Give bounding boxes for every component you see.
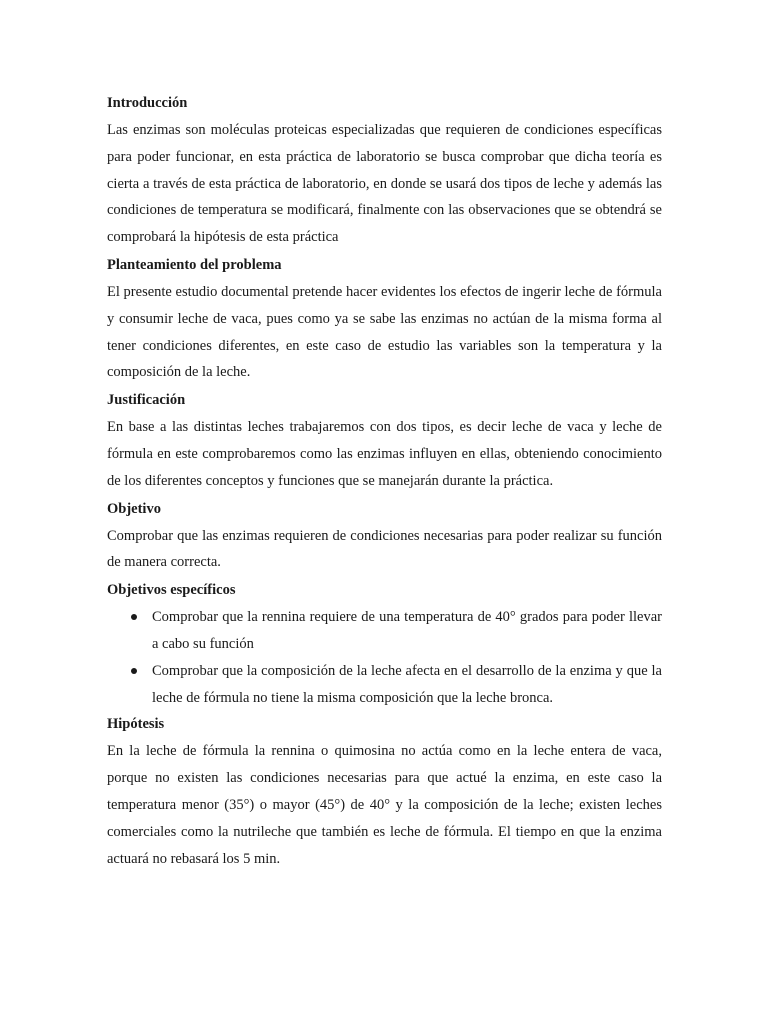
paragraph-objetivo: Comprobar que las enzimas requieren de condiciones necesarias para poder realizar su función de manera correcta. (107, 527, 662, 571)
bullet-icon (131, 668, 137, 674)
section-planteamiento (107, 252, 662, 386)
heading-objetivos-especificos: Objetivos específicos (107, 582, 236, 599)
objetivos-especificos-list (107, 604, 662, 711)
section-introduccion (107, 90, 662, 251)
section-objetivo (107, 496, 662, 577)
paragraph-hipotesis: En la leche de fórmula la rennina o quimosina no actúa como en la leche entera de vaca, porque no existen las condiciones necesarias para que actué la enzima, en este caso la temperatura menor (35°) o mayor (45°) de 40° y la composición de la leche; existen leches comerciales como la nutrileche que también es leche de fórmula. El tiempo en que la enzima actuará no rebasará los 5 min. (107, 743, 662, 867)
list-item-text: Comprobar que la composición de la leche afecta en el desarrollo de la enzima y que la leche de fórmula no tiene la misma composición que la leche bronca. (152, 662, 662, 706)
list-item-text: Comprobar que la rennina requiere de una temperatura de 40° grados para poder llevar a cabo su función (152, 609, 662, 652)
paragraph-planteamiento: El presente estudio documental pretende hacer evidentes los efectos de ingerir leche de fórmula y consumir leche de vaca, pues como ya se sabe las enzimas no actúan de la misma forma al tener condiciones diferentes, en este caso de estudio las variables son la temperatura y la composición de la leche. (107, 283, 662, 381)
paragraph-introduccion: Las enzimas son moléculas proteicas especializadas que requieren de condiciones específicas para poder funcionar, en esta práctica de laboratorio se busca comprobar que dicha teoría es cierta a través de esta práctica de laboratorio, en donde se usará dos tipos de leche y además las condiciones de temperatura se modificará, finalmente con las observaciones que se obtendrá se comprobará la hipótesis de esta práctica (107, 122, 662, 246)
section-justificacion (107, 387, 662, 494)
bullet-icon (131, 614, 137, 620)
list-item (107, 658, 662, 712)
heading-planteamiento: Planteamiento del problema (107, 256, 282, 273)
heading-objetivo: Objetivo (107, 500, 161, 517)
section-hipotesis (107, 711, 662, 872)
list-item (107, 604, 662, 658)
heading-introduccion: Introducción (107, 95, 188, 111)
section-objetivos-especificos (107, 577, 662, 711)
heading-hipotesis: Hipótesis (107, 716, 165, 733)
paragraph-justificacion: En base a las distintas leches trabajaremos con dos tipos, es decir leche de vaca y leche de fórmula en este comprobaremos como las enzimas influyen en ellas, obteniendo conocimiento de los diferentes conceptos y funciones que se manejarán durante la práctica. (107, 419, 662, 489)
heading-justificacion: Justificación (107, 392, 186, 409)
